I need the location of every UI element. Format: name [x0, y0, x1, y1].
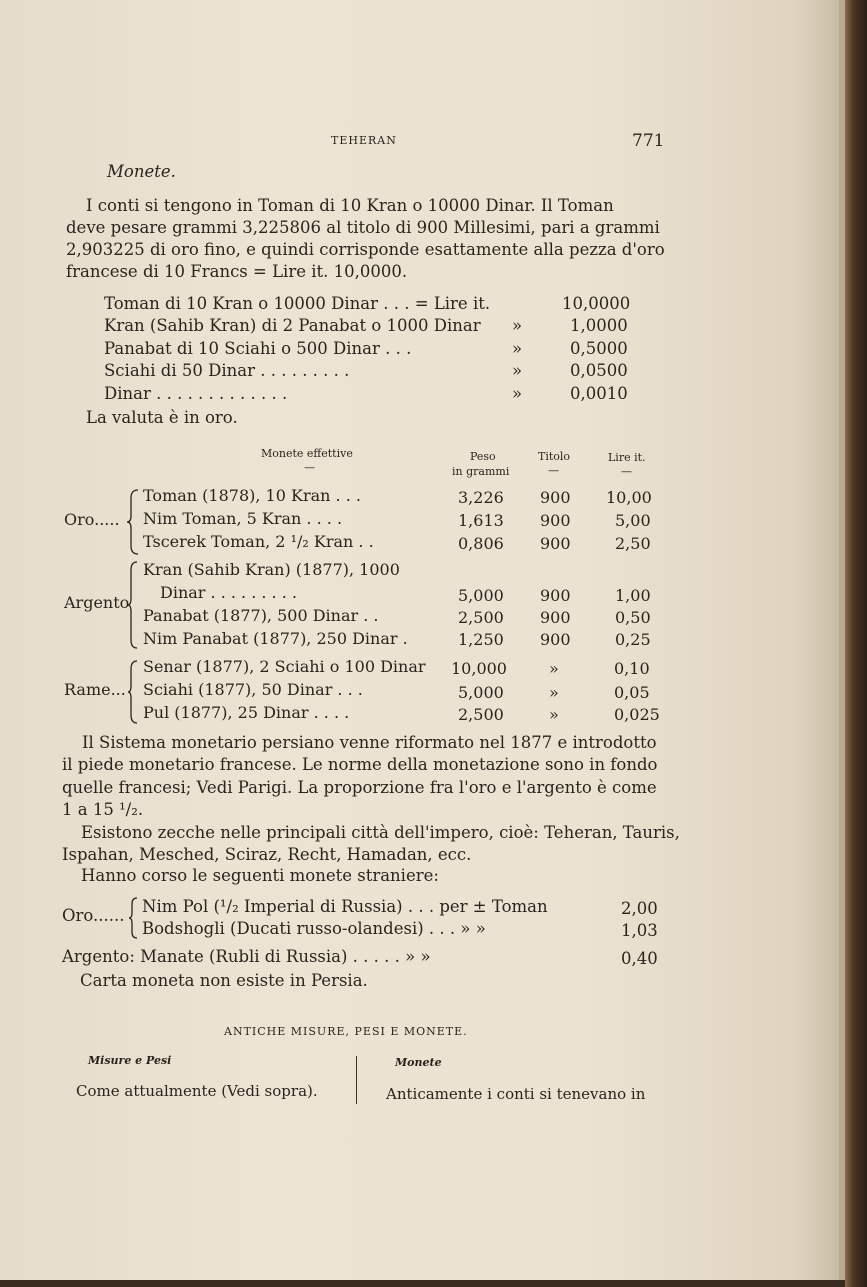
coin-desc: Toman (1878), 10 Kran . . . [143, 486, 361, 505]
foreign-value: 1,03 [621, 921, 658, 940]
reform-line: quelle francesi; Vedi Parigi. La proporzione fra l'oro e l'argento è come [62, 778, 657, 797]
coin-desc: Pul (1877), 25 Dinar . . . . [143, 703, 350, 722]
unit-value: 0,0010 [570, 384, 628, 403]
col-header-titolo: Titolo [538, 450, 571, 463]
section-title: Monete. [107, 162, 176, 181]
unit-label: Dinar . . . . . . . . . . . . . [104, 384, 288, 403]
coin-peso: 3,226 [458, 488, 504, 507]
coin-desc: Kran (Sahib Kran) (1877), 1000 [143, 560, 400, 579]
unit-value: 10,0000 [562, 294, 631, 313]
coin-titolo: » [549, 659, 559, 678]
reform-line: 1 a 15 ¹/₂. [62, 800, 144, 819]
intro-line: deve pesare grammi 3,225806 al titolo di 900 Millesimi, pari a grammi [66, 218, 660, 237]
coin-desc: Nim Panabat (1877), 250 Dinar . [143, 629, 408, 648]
coin-lire: 1,00 [615, 586, 651, 605]
coin-titolo: 900 [540, 586, 571, 605]
unit-mark: » [512, 361, 523, 380]
coin-desc: Tscerek Toman, 2 ¹/₂ Kran . . [143, 532, 374, 551]
coin-titolo: » [549, 705, 559, 724]
brace-oro [126, 488, 140, 556]
unit-value: 0,5000 [570, 339, 628, 358]
col-header-lire-dash: — [621, 465, 632, 478]
coin-titolo: 900 [540, 511, 571, 530]
coin-titolo: 900 [540, 630, 571, 649]
coin-lire: 2,50 [615, 534, 651, 553]
antiche-right-head: Monete [395, 1056, 442, 1069]
column-divider [356, 1056, 357, 1104]
antiche-left-text: Come attualmente (Vedi sopra). [76, 1082, 318, 1100]
coin-peso: 2,500 [458, 705, 504, 724]
running-title: TEHERAN [331, 134, 397, 147]
unit-mark: » [512, 384, 523, 403]
valuta-note: La valuta è in oro. [86, 408, 238, 427]
group-label-rame: Rame... [64, 680, 126, 699]
col-header-titolo-dash: — [548, 464, 559, 477]
intro-line: I conti si tengono in Toman di 10 Kran o 10000 Dinar. Il Toman [86, 196, 614, 215]
brace-argento [127, 560, 139, 650]
coin-peso: 1,250 [458, 630, 504, 649]
unit-label: Toman di 10 Kran o 10000 Dinar . . . = Lire it. [104, 294, 491, 313]
reform-line: il piede monetario francese. Le norme della monetazione sono in fondo [62, 755, 658, 774]
coin-lire: 5,00 [615, 511, 651, 530]
coin-peso: 1,613 [458, 511, 504, 530]
coin-titolo: » [549, 683, 559, 702]
col-header-desc: Monete effettive [261, 447, 353, 460]
reform-line: Il Sistema monetario persiano venne riformato nel 1877 e introdotto [82, 733, 657, 752]
coin-desc: Sciahi (1877), 50 Dinar . . . [143, 680, 363, 699]
antiche-left-head: Misure e Pesi [88, 1054, 172, 1067]
book-edge [845, 0, 867, 1287]
col-header-lire: Lire it. [608, 451, 646, 464]
coin-lire: 10,00 [606, 488, 652, 507]
intro-line: francese di 10 Francs = Lire it. 10,0000. [66, 262, 408, 281]
col-header-peso: Peso [470, 450, 496, 463]
coin-peso: 0,806 [458, 534, 504, 553]
unit-mark: » [512, 339, 523, 358]
coin-titolo: 900 [540, 608, 571, 627]
coin-desc: Panabat (1877), 500 Dinar . . [143, 606, 379, 625]
foreign-argento-value: 0,40 [621, 949, 658, 968]
coin-titolo: 900 [540, 534, 571, 553]
col-header-peso-sub: in grammi [452, 465, 510, 478]
unit-mark: » [512, 316, 523, 335]
foreign-argento: Argento: Manate (Rubli di Russia) . . . . . » » [62, 947, 431, 966]
unit-label: Kran (Sahib Kran) di 2 Panabat o 1000 Dinar [104, 316, 481, 335]
coin-titolo: 900 [540, 488, 571, 507]
intro-line: 2,903225 di oro fino, e quindi corrisponde esattamente alla pezza d'oro [66, 240, 665, 259]
coin-desc: Dinar . . . . . . . . . [160, 583, 297, 602]
coin-desc: Nim Toman, 5 Kran . . . . [143, 509, 343, 528]
unit-value: 1,0000 [570, 316, 628, 335]
coin-lire: 0,025 [614, 705, 660, 724]
mint-line: Ispahan, Mesched, Sciraz, Recht, Hamadan, ecc. [62, 845, 472, 864]
foreign-desc: Nim Pol (¹/₂ Imperial di Russia) . . . per ± Toman [142, 897, 548, 916]
coin-peso: 2,500 [458, 608, 504, 627]
paper-note: Carta moneta non esiste in Persia. [80, 971, 368, 990]
foreign-desc: Bodshogli (Ducati russo-olandesi) . . . » » [142, 919, 486, 938]
coin-peso: 5,000 [458, 683, 504, 702]
col-header-desc-dash: — [304, 461, 315, 474]
mint-line: Hanno corso le seguenti monete straniere: [81, 866, 439, 885]
brace-foreign-oro [128, 896, 138, 940]
coin-lire: 0,25 [615, 630, 651, 649]
unit-value: 0,0500 [570, 361, 628, 380]
coin-desc: Senar (1877), 2 Sciahi o 100 Dinar [143, 657, 426, 676]
coin-lire: 0,10 [614, 659, 650, 678]
antiche-title: ANTICHE MISURE, PESI E MONETE. [224, 1025, 468, 1038]
unit-label: Sciahi di 50 Dinar . . . . . . . . . [104, 361, 350, 380]
page-number: 771 [632, 131, 665, 151]
foreign-oro-label: Oro...... [62, 906, 125, 925]
coin-peso: 5,000 [458, 586, 504, 605]
foreign-value: 2,00 [621, 899, 658, 918]
brace-rame [127, 659, 139, 725]
coin-lire: 0,05 [614, 683, 650, 702]
group-label-argento: Argento [64, 593, 130, 612]
unit-label: Panabat di 10 Sciahi o 500 Dinar . . . [104, 339, 412, 358]
mint-line: Esistono zecche nelle principali città dell'impero, cioè: Teheran, Tauris, [81, 823, 680, 842]
antiche-right-text: Anticamente i conti si tenevano in [386, 1085, 646, 1103]
coin-lire: 0,50 [615, 608, 651, 627]
coin-peso: 10,000 [451, 659, 507, 678]
group-label-oro: Oro..... [64, 510, 120, 529]
